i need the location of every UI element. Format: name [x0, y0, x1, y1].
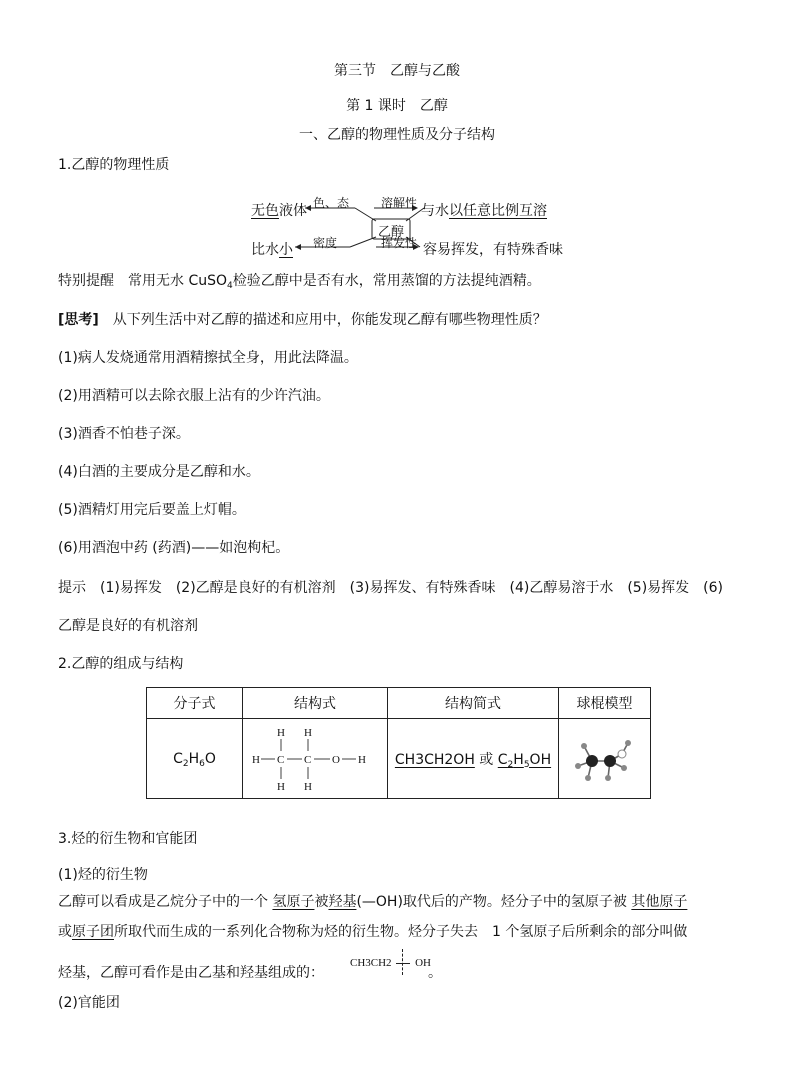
sentence-end: 。 — [428, 965, 442, 981]
atom-c-1: C — [277, 753, 285, 766]
value-volatility: 容易挥发，有特殊香味 — [423, 242, 563, 258]
hydroxyl-group: OH — [415, 957, 431, 969]
diagram-center: 乙醇 — [378, 225, 405, 240]
table-header-row — [147, 688, 651, 719]
hydrogen-atom — [621, 765, 627, 771]
oxygen-atom — [618, 750, 626, 758]
table-row — [147, 719, 651, 799]
think-question: [思考] 从下列生活中对乙醇的描述和应用中，你能发现乙醇有哪些物理性质？ — [58, 312, 547, 328]
hydrogen-atom — [575, 763, 581, 769]
hydrogen-atom — [625, 740, 631, 746]
atom-h-top-1: H — [277, 726, 285, 739]
lesson-title: 第 1 课时 乙醇 — [346, 98, 448, 114]
atom-h-bottom-2: H — [304, 780, 312, 793]
hydrogen-atom — [605, 775, 611, 781]
list-item: (4)白酒的主要成分是乙醇和水。 — [58, 464, 260, 480]
composition-heading: 2.乙醇的组成与结构 — [58, 656, 184, 672]
header-molecular-formula: 分子式 — [147, 688, 243, 719]
list-item: (5)酒精灯用完后要盖上灯帽。 — [58, 502, 246, 518]
list-item: (3)酒香不怕巷子深。 — [58, 426, 190, 442]
label-density: 密度 — [313, 236, 338, 250]
physical-heading: 1.乙醇的物理性质 — [58, 157, 170, 173]
derivatives-heading: 3.烃的衍生物和官能团 — [58, 831, 198, 847]
hydrogen-atom — [581, 743, 587, 749]
label-color-state: 色、态 — [313, 196, 350, 210]
split-marker — [394, 957, 412, 969]
value-solubility: 与水以任意比例互溶 — [421, 203, 547, 219]
header-simplified-formula: 结构简式 — [388, 688, 559, 719]
list-item: (6)用酒泡中药 (药酒)——如泡枸杞。 — [58, 540, 290, 556]
value-color-state: 无色液体 — [251, 203, 307, 219]
hint-line-2: 乙醇是良好的有机溶剂 — [58, 618, 198, 634]
ball-stick-model-image — [570, 734, 640, 784]
ethyl-group: CH3CH2 — [350, 957, 392, 969]
label-volatility: 挥发性 — [381, 236, 418, 250]
list-item: (2)用酒精可以去除衣服上沾有的少许汽油。 — [58, 388, 330, 404]
paragraph-line: 或原子团所取代而生成的一系列化合物称为烃的衍生物。烃分子失去 1 个氢原子后所剩余的部分叫做 — [58, 924, 688, 940]
atom-h-left: H — [252, 753, 260, 766]
atom-h-bottom-1: H — [277, 780, 285, 793]
ethyl-hydroxyl-formula — [350, 957, 431, 969]
atom-o: O — [332, 753, 340, 766]
special-tip: 特别提醒 常用无水 CuSO$_4$检验乙醇中是否有水，常用蒸馏的方法提纯酒精。 — [58, 273, 541, 291]
atom-h-top-2: H — [304, 726, 312, 739]
carbon-atom — [604, 755, 616, 767]
structural-formula-diagram — [250, 723, 380, 795]
header-ball-stick-model: 球棍模型 — [559, 688, 651, 719]
header-structural-formula: 结构式 — [243, 688, 388, 719]
hint-line-1: 提示 (1)易挥发 (2)乙醇是良好的有机溶剂 (3)易挥发、有特殊香味 (4)乙醇易溶于水 (5)易挥发 (6) — [58, 580, 723, 596]
paragraph-line: 乙醇可以看成是乙烷分子中的一个 氢原子被羟基(—OH)取代后的产物。烃分子中的氢原子被 其他原子 — [58, 894, 688, 910]
derivatives-sub-1: (1)烃的衍生物 — [58, 867, 148, 883]
atom-c-2: C — [304, 753, 312, 766]
value-density: 比水小 — [251, 242, 293, 258]
diagram-lines — [0, 0, 794, 300]
atom-h-right: H — [358, 753, 366, 766]
tip-label: 特别提醒 — [58, 273, 114, 289]
derivatives-sub-2: (2)官能团 — [58, 995, 120, 1011]
composition-table — [146, 687, 651, 799]
carbon-atom — [586, 755, 598, 767]
simplified-formula-cell: CH3CH2OH 或 $C_2H_5OH$ — [388, 719, 559, 799]
molecular-formula-cell: $C_2H_6O$ — [147, 719, 243, 799]
paragraph-line: 烃基，乙醇可看作是由乙基和羟基组成的： — [58, 965, 324, 981]
think-label: [思考] — [58, 312, 99, 328]
list-item: (1)病人发烧通常用酒精擦拭全身，用此法降温。 — [58, 350, 358, 366]
hydrogen-atom — [585, 775, 591, 781]
label-solubility: 溶解性 — [381, 196, 418, 210]
part-title: 一、乙醇的物理性质及分子结构 — [299, 127, 495, 143]
structural-formula-cell — [243, 719, 388, 799]
section-title: 第三节 乙醇与乙酸 — [334, 63, 460, 79]
ball-stick-model-cell — [559, 719, 651, 799]
